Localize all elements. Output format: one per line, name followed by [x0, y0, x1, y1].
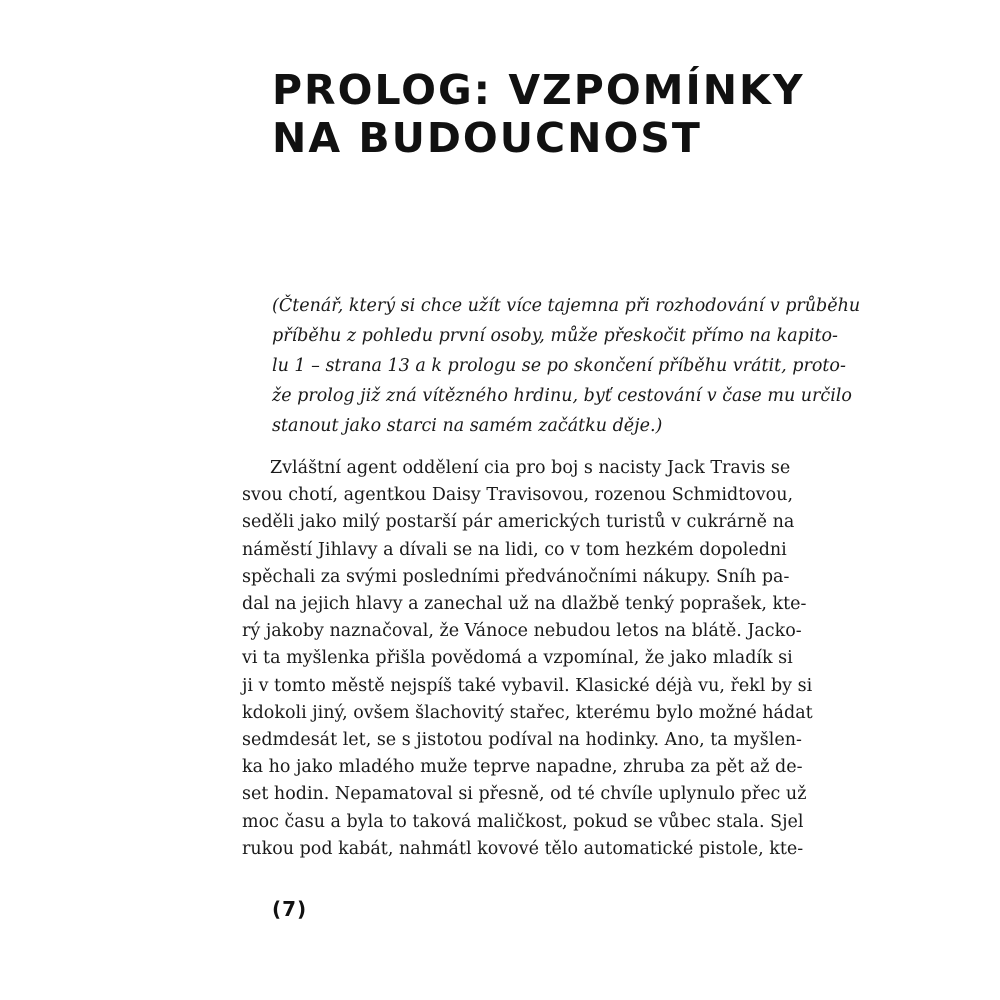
chapter-title-line: NA BUDOUCNOST: [272, 114, 702, 162]
body-line: seděli jako milý postarší pár amerických turistů v cukrárně na: [242, 512, 795, 533]
body-line: kdokoli jiný, ovšem šlachovitý stařec, kterému bylo možné hádat: [242, 702, 813, 723]
note-line: stanout jako starci na samém začátku děje.): [272, 416, 663, 436]
body-line: spěchali za svými posledními předvánočními nákupy. Sníh pa-: [242, 566, 790, 587]
body-line: ji v tomto městě nejspíš také vybavil. Klasické déjà vu, řekl by si: [242, 675, 813, 696]
note-line: lu 1 – strana 13 a k prologu se po skončení příběhu vrátit, proto-: [272, 356, 846, 376]
page-number: (7): [272, 897, 308, 921]
body-line: moc času a byla to taková maličkost, pokud se vůbec stala. Sjel: [242, 811, 804, 832]
body-line: sedmdesát let, se s jistotou podíval na hodinky. Ano, ta myšlen-: [242, 730, 802, 751]
body-line: svou chotí, agentkou Daisy Travisovou, rozenou Schmidtovou,: [242, 485, 794, 506]
body-line: vi ta myšlenka přišla povědomá a vzpomínal, že jako mladík si: [242, 648, 793, 669]
body-line: rukou pod kabát, nahmátl kovové tělo automatické pistole, kte-: [242, 838, 804, 859]
note-line: (Čtenář, který si chce užít více tajemna při rozhodování v průběhu: [272, 296, 861, 316]
note-line: že prolog již zná vítězného hrdinu, byť cestování v čase mu určilo: [272, 386, 852, 406]
body-line: dal na jejich hlavy a zanechal už na dlažbě tenký poprašek, kte-: [242, 594, 807, 615]
body-line: Zvláštní agent oddělení cia pro boj s nacisty Jack Travis se: [270, 458, 791, 478]
body-line: rý jakoby naznačoval, že Vánoce nebudou letos na blátě. Jacko-: [242, 621, 802, 642]
note-line: příběhu z pohledu první osoby, může přeskočit přímo na kapito-: [272, 326, 838, 346]
body-paragraph: [242, 455, 813, 863]
body-line: set hodin. Nepamatoval si přesně, od té chvíle uplynulo přec už: [242, 784, 807, 805]
body-line: ka ho jako mladého muže teprve napadne, zhruba za pět až de-: [242, 757, 803, 778]
prologue-note: [272, 291, 861, 441]
chapter-title: [272, 66, 832, 162]
chapter-title-line: PROLOG: VZPOMÍNKY: [272, 66, 805, 114]
body-line: náměstí Jihlavy a dívali se na lidi, co v tom hezkém dopoledni: [242, 539, 787, 560]
